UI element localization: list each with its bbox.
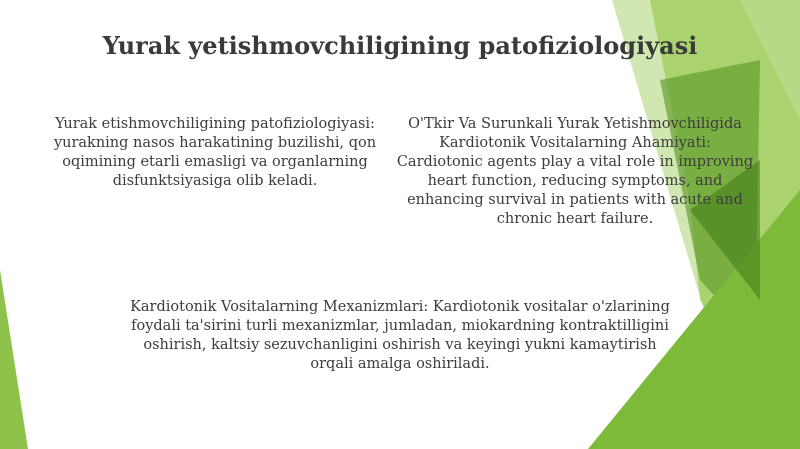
left-paragraph: Yurak etishmovchiligining patofiziologiyasi: yurakning nasos harakatining buzilishi, qon oqimining etarli emasligi va organlarning disfunktsiyasiga olib keladi. bbox=[53, 116, 377, 189]
bottom-paragraph: Kardiotonik Vositalarning Mexanizmlari: Kardiotonik vositalar o'zlarining foydali ta'sirini turli mexanizmlar, jumladan, miokardning kontraktilligini oshirish, kaltsiy sezuvchanligini oshirish va keyingi yukni kamaytirish orqali amalga oshiriladi. bbox=[130, 299, 670, 372]
slide-title: Yurak yetishmovchiligining patofiziologiyasi bbox=[102, 31, 698, 60]
left-green-wedge bbox=[0, 270, 28, 449]
right-paragraph: O'Tkir Va Surunkali Yurak Yetishmovchiligida Kardiotonik Vositalarning Ahamiyati: Cardiotonic agents play a vital role in improving heart function, reducing symptoms, and enhancing survival in patients with acute and chronic heart failure. bbox=[396, 116, 754, 227]
